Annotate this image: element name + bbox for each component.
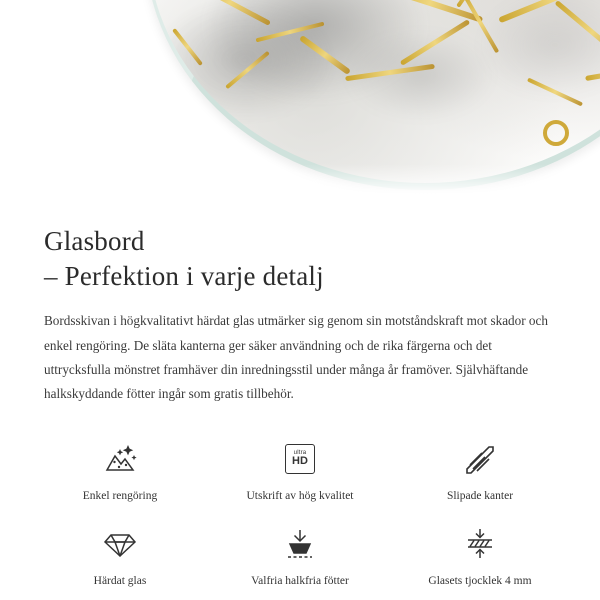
ultra-hd-icon	[277, 437, 323, 481]
feature-grid	[0, 437, 600, 589]
feature-label: Härdat glas	[93, 574, 147, 587]
thickness-arrows-icon	[457, 522, 503, 566]
diamond-icon	[97, 522, 143, 566]
feature-label: Enkel rengöring	[82, 489, 158, 502]
title-line-1: Glasbord	[44, 226, 145, 256]
feature-label: Slipade kanter	[446, 489, 514, 502]
feature-item	[210, 437, 390, 504]
feature-item	[30, 522, 210, 589]
glass-table-top-graphic	[145, 0, 600, 190]
hero-image	[0, 0, 600, 200]
sparkle-cloth-icon	[97, 437, 143, 481]
title-line-2: – Perfektion i varje detalj	[44, 260, 324, 291]
hero-fade-overlay	[0, 164, 600, 200]
feature-item	[210, 522, 390, 589]
feature-label: Valfria halkfria fötter	[251, 574, 349, 587]
feature-item	[30, 437, 210, 504]
feature-label: Glasets tjocklek 4 mm	[428, 574, 532, 587]
non-slip-foot-icon	[277, 522, 323, 566]
beveled-edges-icon	[457, 437, 503, 481]
feature-label: Utskrift av hög kvalitet	[246, 489, 354, 502]
ultra-hd-badge-bottom: HD	[292, 455, 308, 468]
feature-item	[390, 522, 570, 589]
text-content	[0, 200, 600, 407]
page-title	[44, 224, 556, 293]
feature-item	[390, 437, 570, 504]
ultra-hd-badge-top: ultra	[293, 450, 307, 457]
description-paragraph: Bordsskivan i högkvalitativt härdat glas utmärker sig genom sin motståndskraft mot skador och enkel rengöring. De släta kanterna ger säker användning och de rika färgerna och det uttrycksfulla mönstret framhäver din inredningsstil under många år framöver. Självhäftande halkskyddande fötter ingår som gratis tillbehör.	[44, 313, 548, 402]
